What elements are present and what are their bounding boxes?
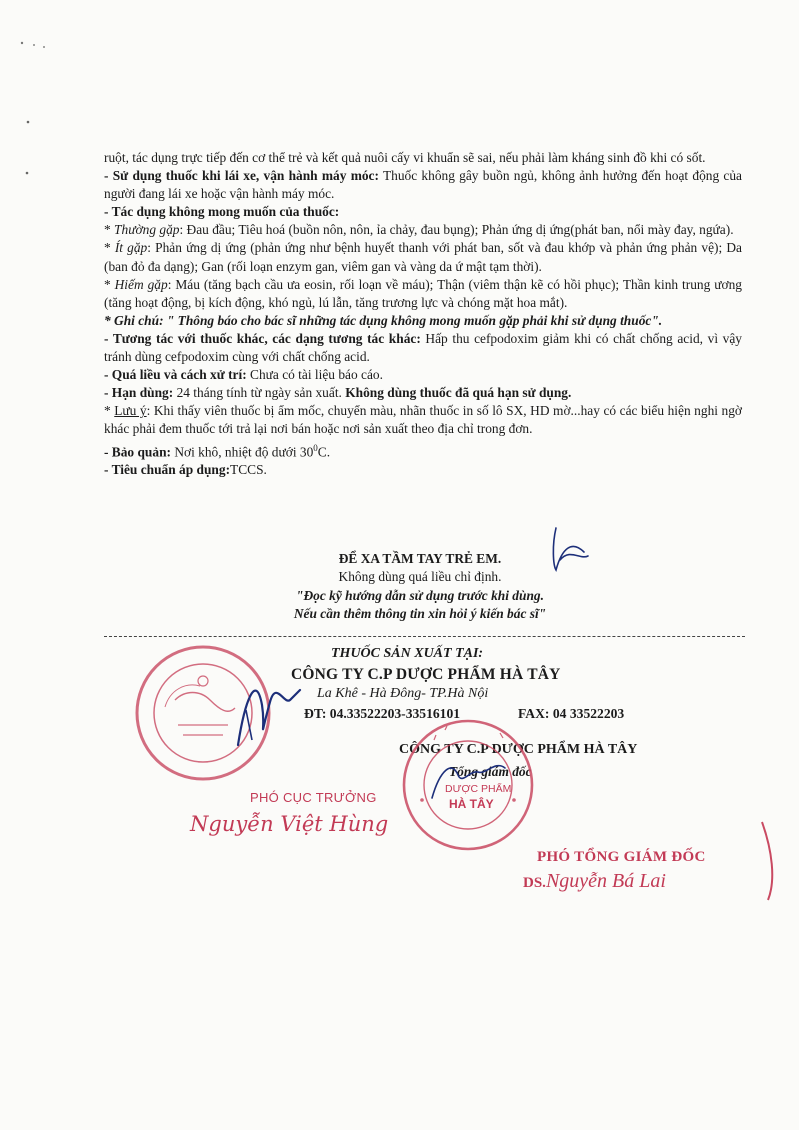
paragraph-standard: - Tiêu chuẩn áp dụng:TCCS. (104, 462, 267, 478)
paragraph-common-effects: * Thường gặp: Đau đầu; Tiêu hoá (buồn nôn, nôn, ỉa chảy, đau bụng); Phản ứng dị ứng(phát ban, nổi mày đay, ngứa). (104, 222, 734, 238)
paragraph-interactions: - Tương tác với thuốc khác, các dạng tương tác khác: Hấp thu cefpodoxim giảm khi có chất chống acid, vì vậy tránh dùng cefpodoxim cùng với chất chống acid. (104, 330, 742, 365)
edge-red-mark (762, 822, 772, 900)
vice-head-title: PHÓ CỤC TRƯỞNG (250, 790, 377, 805)
signature-director-title: Tổng giám đốc (449, 764, 532, 779)
seal-line-1: DƯỢC PHẨM (445, 783, 512, 795)
top-signature-mark (553, 528, 588, 570)
vice-director-title: PHÓ TỔNG GIÁM ĐỐC (537, 849, 706, 865)
manufacturer-name: CÔNG TY C.P DƯỢC PHẨM HÀ TÂY (291, 666, 561, 683)
seal-line-2: HÀ TÂY (449, 797, 494, 811)
paragraph-storage: - Bảo quản: Nơi khô, nhiệt độ dưới $30^0C$. (104, 442, 331, 459)
paragraph-driving: - Sử dụng thuốc khi lái xe, vận hành máy móc: Thuốc không gây buồn ngủ, không ảnh hưởng đến hoạt động của người đang lái xe hoặc vận hành máy móc. (104, 168, 743, 202)
paragraph-rare-effects: * Hiếm gặp: Máu (tăng bạch cầu ưa eosin, rối loạn về máu); Thận (viêm thận kẽ có hồi phục); Thần kinh trung ương (tăng hoạt động, bị kích động, khó ngủ, lú lẫn, tăng trương lực và chóng mặt hoa mắt). (104, 276, 742, 310)
manufacturer-address: La Khê - Hà Đông- TP.Hà Nội (317, 686, 489, 701)
vice-head-name: Nguyễn Việt Hùng (190, 812, 389, 836)
paragraph-side-effects-heading: - Tác dụng không mong muốn của thuốc: (104, 204, 340, 220)
vice-director-name: DS.Nguyễn Bá Lai (523, 870, 666, 892)
warning-keep-away: ĐỂ XA TẦM TAY TRẺ EM. (338, 551, 502, 566)
manufacturer-phone: ĐT: 04.33522203-33516101 (304, 706, 461, 721)
paragraph-uncommon-effects: * Ít gặp: Phản ứng dị ứng (phản ứng như bệnh huyết thanh với phát ban, sốt và đau khớp và phản ứng phản vệ); Da (ban đỏ đa dạng); Gan (rối loạn enzym gan, viêm gan và vàng da ứ mật tạm thời). (104, 240, 742, 274)
paragraph-continuation: ruột, tác dụng trực tiếp đến cơ thể trẻ và kết quả nuôi cấy vi khuẩn sẽ sai, nếu phải làm kháng sinh đồ khi có sốt. (104, 150, 706, 165)
paragraph-expiry: - Hạn dùng: 24 tháng tính từ ngày sản xuất. Không dùng thuốc đã quá hạn sử dụng. (104, 385, 572, 401)
paragraph-note: * Ghi chú: " Thông báo cho bác sĩ những tác dụng không mong muốn gặp phải khi sử dụng thuốc". (104, 312, 663, 328)
warning-dosage: Không dùng quá liều chỉ định. (338, 569, 502, 585)
paragraph-caution: * Lưu ý: Khi thấy viên thuốc bị ẩm mốc, chuyển màu, nhãn thuốc in số lô SX, HD mờ...hay có các biểu hiện nghi ngờ khác phải đem thuốc tới trả lại nơi bán hoặc nơi sản xuất theo địa chỉ trong đơn. (104, 403, 742, 437)
warning-ask-doctor: Nếu cần thêm thông tin xin hỏi ý kiến bác sĩ" (293, 605, 547, 621)
left-seal (137, 647, 269, 779)
warning-read-instructions: "Đọc kỹ hướng dẫn sử dụng trước khi dùng. (296, 587, 544, 603)
signature-company: CÔNG TY C.P DƯỢC PHẨM HÀ TÂY (399, 742, 638, 757)
made-by-label: THUỐC SẢN XUẤT TẠI: (331, 646, 484, 661)
paragraph-overdose: - Quá liều và cách xử trí: Chưa có tài liệu báo cáo. (104, 367, 383, 383)
manufacturer-fax: FAX: 04 33522203 (518, 706, 625, 721)
